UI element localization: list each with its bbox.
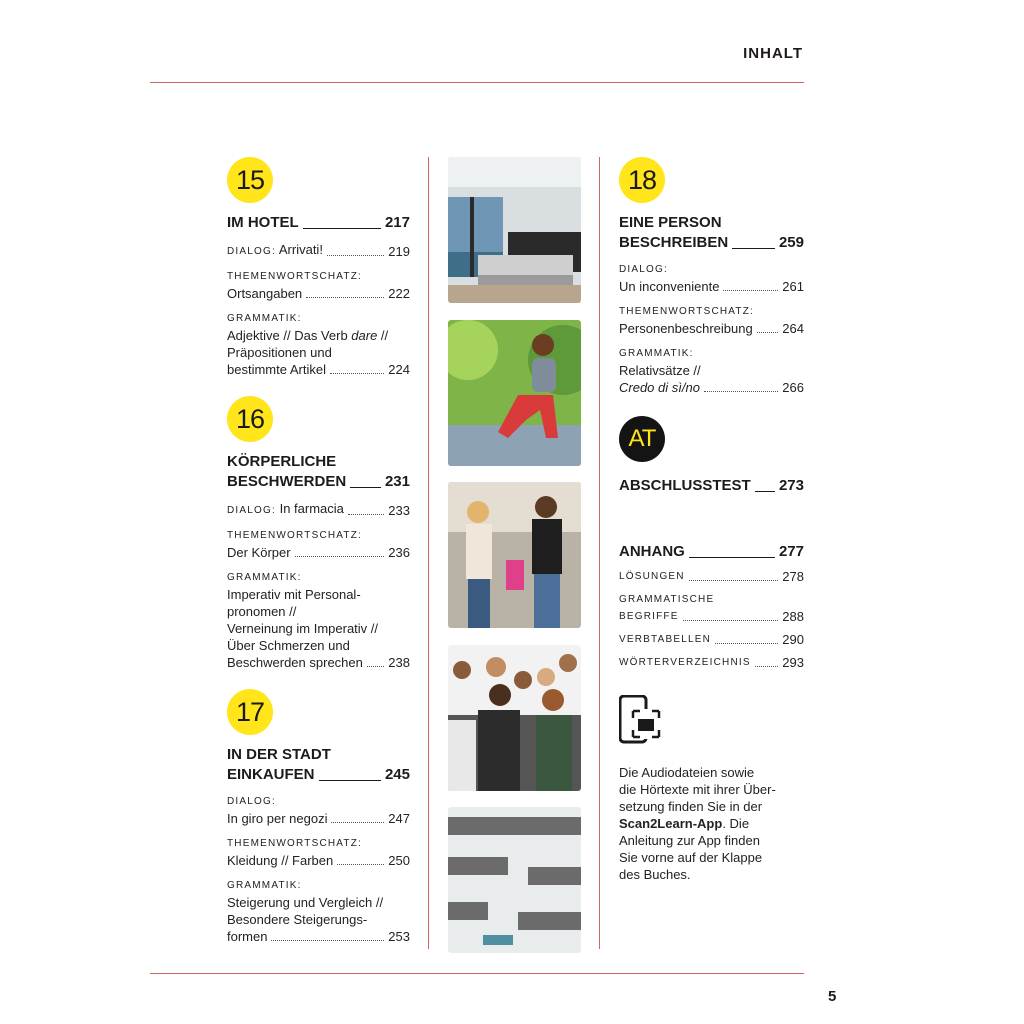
grammar-entry[interactable]: GRAMMATIK: Steigerung und Vergleich // Besondere Steigerungs- formen 253 bbox=[227, 880, 410, 944]
app-info-section bbox=[619, 695, 804, 883]
right-toc-column bbox=[619, 157, 804, 883]
appendix-item-vocabulary[interactable]: WÖRTERVERZEICHNIS 293 bbox=[619, 655, 804, 670]
page-number: 5 bbox=[828, 988, 837, 1005]
chapter-15 bbox=[227, 157, 410, 378]
woman-kneeling-photo bbox=[448, 320, 581, 466]
right-column-divider bbox=[599, 157, 600, 949]
chapter-title-link[interactable]: IM HOTEL 217 bbox=[227, 214, 410, 231]
chapter-title-link[interactable]: EINE PERSON BESCHREIBEN 259 bbox=[619, 214, 804, 251]
dialog-entry[interactable]: DIALOG: In giro per negozi 247 bbox=[227, 796, 410, 826]
vocab-entry[interactable]: THEMENWORTSCHATZ: Ortsangaben 222 bbox=[227, 271, 410, 301]
page-header-title: INHALT bbox=[743, 45, 803, 62]
left-toc-column bbox=[227, 157, 410, 945]
chapter-18 bbox=[619, 157, 804, 396]
app-info-text: Die Audiodateien sowie die Hörtexte mit ihrer Über- setzung finden Sie in der Scan2Learn-App. Die Anleitung zur App finden Sie vorne auf der Klappe des Buches. bbox=[619, 765, 776, 882]
chapter-number-badge: 16 bbox=[227, 396, 273, 442]
vocab-entry[interactable]: THEMENWORTSCHATZ: Der Körper 236 bbox=[227, 530, 410, 560]
chapter-number-badge: 18 bbox=[619, 157, 665, 203]
bottom-rule bbox=[150, 973, 804, 974]
vocab-entry[interactable]: THEMENWORTSCHATZ: Kleidung // Farben 250 bbox=[227, 838, 410, 868]
group-of-people-photo bbox=[448, 645, 581, 791]
chapter-title-link[interactable]: IN DER STADT EINKAUFEN 245 bbox=[227, 746, 410, 783]
dialog-entry[interactable]: DIALOG: Un inconveniente 261 bbox=[619, 264, 804, 294]
scan-app-icon bbox=[619, 695, 665, 745]
vocab-entry[interactable]: THEMENWORTSCHATZ: Personenbeschreibung 264 bbox=[619, 306, 804, 336]
chapter-title-link[interactable]: KÖRPERLICHE BESCHWERDEN 231 bbox=[227, 453, 410, 490]
left-column-divider bbox=[428, 157, 429, 949]
final-test-link[interactable]: ABSCHLUSSTEST 273 bbox=[619, 477, 804, 494]
grammar-entry[interactable]: GRAMMATIK: Imperativ mit Personal- pronomen // Verneinung im Imperativ // Über Schmerzen und Beschwerden sprechen 238 bbox=[227, 572, 410, 670]
chapter-16 bbox=[227, 396, 410, 671]
final-test-badge: AT bbox=[619, 416, 665, 462]
appendix-item-glossary[interactable]: GRAMMATISCHE BEGRIFFE 288 bbox=[619, 594, 804, 624]
appendix-item-solutions[interactable]: LÖSUNGEN 278 bbox=[619, 569, 804, 584]
dialog-entry[interactable]: DIALOG: Arrivati! 219 bbox=[227, 242, 410, 259]
grammar-entry[interactable]: GRAMMATIK: Adjektive // Das Verb dare // Präpositionen und bestimmte Artikel 224 bbox=[227, 313, 410, 377]
appendix-title-link[interactable]: ANHANG 277 bbox=[619, 543, 804, 560]
top-rule bbox=[150, 82, 804, 83]
chapter-17 bbox=[227, 689, 410, 945]
chapter-number-badge: 17 bbox=[227, 689, 273, 735]
appendix-section bbox=[619, 542, 804, 671]
shopping-women-photo bbox=[448, 482, 581, 628]
library-interior-photo bbox=[448, 807, 581, 953]
hotel-room-photo bbox=[448, 157, 581, 303]
appendix-item-verb-tables[interactable]: VERBTABELLEN 290 bbox=[619, 632, 804, 647]
dialog-entry[interactable]: DIALOG: In farmacia 233 bbox=[227, 501, 410, 518]
grammar-entry[interactable]: GRAMMATIK: Relativsätze // Credo di sì/no 266 bbox=[619, 348, 804, 395]
chapter-number-badge: 15 bbox=[227, 157, 273, 203]
final-test-section bbox=[619, 416, 804, 496]
